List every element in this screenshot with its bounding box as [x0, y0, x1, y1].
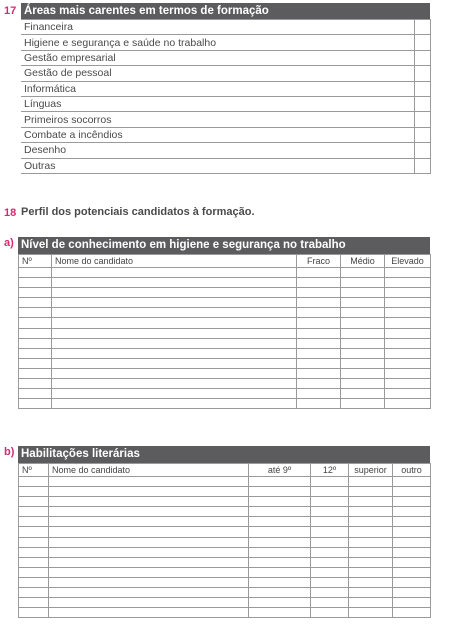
- table-cell[interactable]: [385, 318, 431, 328]
- table-cell[interactable]: [349, 577, 393, 587]
- option-label: Informática: [21, 81, 414, 96]
- table-cell[interactable]: [19, 477, 49, 487]
- table-cell[interactable]: [393, 557, 431, 567]
- table-cell[interactable]: [49, 577, 249, 587]
- table-row: [19, 368, 431, 378]
- section-b-title: Habilitações literárias: [18, 446, 430, 463]
- table-cell[interactable]: [297, 278, 341, 288]
- option-row: [21, 66, 430, 81]
- table-cell[interactable]: [49, 517, 249, 527]
- table-cell[interactable]: [19, 338, 52, 348]
- table-row: [19, 298, 431, 308]
- option-label: Primeiros socorros: [21, 112, 414, 127]
- table-cell[interactable]: [393, 577, 431, 587]
- table-row: [19, 268, 431, 278]
- option-label: Desenho: [21, 143, 414, 158]
- table-cell[interactable]: [297, 389, 341, 399]
- column-header: Nome do candidato: [52, 255, 297, 268]
- table-cell[interactable]: [52, 379, 297, 389]
- table-cell[interactable]: [249, 557, 311, 567]
- table-cell[interactable]: [349, 517, 393, 527]
- table-cell[interactable]: [341, 389, 385, 399]
- table-cell[interactable]: [52, 328, 297, 338]
- section-b-table: [18, 463, 431, 618]
- table-cell[interactable]: [19, 588, 49, 598]
- table-cell[interactable]: [19, 577, 49, 587]
- table-cell[interactable]: [297, 338, 341, 348]
- table-cell[interactable]: [49, 588, 249, 598]
- table-cell[interactable]: [19, 598, 49, 608]
- table-cell[interactable]: [385, 268, 431, 278]
- table-cell[interactable]: [393, 507, 431, 517]
- table-cell[interactable]: [349, 557, 393, 567]
- question-18-title: Perfil dos potenciais candidatos à formação.: [21, 206, 255, 218]
- table-row: [19, 577, 431, 587]
- table-cell[interactable]: [19, 268, 52, 278]
- table-cell[interactable]: [52, 278, 297, 288]
- option-checkbox[interactable]: [414, 96, 430, 111]
- option-checkbox[interactable]: [414, 127, 430, 142]
- column-header: outro: [393, 464, 431, 477]
- table-cell[interactable]: [385, 298, 431, 308]
- table-cell[interactable]: [349, 527, 393, 537]
- table-cell[interactable]: [49, 527, 249, 537]
- question-17-number: 17: [4, 5, 17, 17]
- table-row: [19, 497, 431, 507]
- table-cell[interactable]: [49, 497, 249, 507]
- option-label: Gestão de pessoal: [21, 66, 414, 81]
- table-cell[interactable]: [311, 598, 349, 608]
- table-cell[interactable]: [311, 547, 349, 557]
- table-cell[interactable]: [52, 298, 297, 308]
- question-17-options: [21, 19, 431, 174]
- table-cell[interactable]: [349, 537, 393, 547]
- section-a-letter: a): [4, 237, 14, 249]
- table-cell[interactable]: [297, 348, 341, 358]
- table-cell[interactable]: [49, 477, 249, 487]
- table-cell[interactable]: [19, 298, 52, 308]
- table-cell[interactable]: [311, 527, 349, 537]
- table-cell[interactable]: [297, 298, 341, 308]
- table-cell[interactable]: [19, 358, 52, 368]
- column-header: Nome do candidato: [49, 464, 249, 477]
- option-label: Higiene e segurança e saúde no trabalho: [21, 35, 414, 50]
- table-cell[interactable]: [341, 298, 385, 308]
- table-cell[interactable]: [393, 567, 431, 577]
- table-cell[interactable]: [385, 308, 431, 318]
- table-cell[interactable]: [249, 477, 311, 487]
- option-row: [21, 50, 430, 65]
- table-cell[interactable]: [19, 348, 52, 358]
- option-label: Combate a incêndios: [21, 127, 414, 142]
- column-header: 12º: [311, 464, 349, 477]
- table-cell[interactable]: [249, 577, 311, 587]
- table-cell[interactable]: [19, 547, 49, 557]
- table-cell[interactable]: [341, 318, 385, 328]
- table-cell[interactable]: [385, 278, 431, 288]
- table-row: [19, 588, 431, 598]
- table-cell[interactable]: [19, 379, 52, 389]
- option-label: Financeira: [21, 20, 414, 35]
- table-cell[interactable]: [19, 308, 52, 318]
- table-cell[interactable]: [249, 527, 311, 537]
- table-cell[interactable]: [297, 328, 341, 338]
- table-cell[interactable]: [341, 368, 385, 378]
- option-checkbox[interactable]: [414, 112, 430, 127]
- table-cell[interactable]: [52, 308, 297, 318]
- table-cell[interactable]: [311, 517, 349, 527]
- table-cell[interactable]: [385, 368, 431, 378]
- table-cell[interactable]: [341, 348, 385, 358]
- table-cell[interactable]: [19, 328, 52, 338]
- table-cell[interactable]: [385, 288, 431, 298]
- table-cell[interactable]: [385, 399, 431, 409]
- table-row: [19, 278, 431, 288]
- table-row: [19, 537, 431, 547]
- table-row: [19, 608, 431, 618]
- table-row: [19, 517, 431, 527]
- option-label: Gestão empresarial: [21, 50, 414, 65]
- table-cell[interactable]: [52, 399, 297, 409]
- section-a-title: Nível de conhecimento em higiene e segurança no trabalho: [18, 237, 430, 254]
- table-cell[interactable]: [349, 487, 393, 497]
- table-cell[interactable]: [393, 608, 431, 618]
- table-cell[interactable]: [52, 389, 297, 399]
- table-cell[interactable]: [311, 487, 349, 497]
- option-label: Línguas: [21, 96, 414, 111]
- option-row: [21, 20, 430, 35]
- table-cell[interactable]: [249, 608, 311, 618]
- section-b-letter: b): [4, 446, 15, 458]
- table-cell[interactable]: [349, 477, 393, 487]
- table-cell[interactable]: [393, 527, 431, 537]
- table-row: [19, 348, 431, 358]
- table-cell[interactable]: [297, 308, 341, 318]
- table-cell[interactable]: [52, 358, 297, 368]
- option-checkbox[interactable]: [414, 81, 430, 96]
- option-row: [21, 35, 430, 50]
- option-label: Outras: [21, 158, 414, 173]
- section-a-table: [18, 254, 431, 409]
- table-row: [19, 527, 431, 537]
- table-cell[interactable]: [385, 328, 431, 338]
- table-cell[interactable]: [52, 288, 297, 298]
- table-cell[interactable]: [341, 338, 385, 348]
- table-cell[interactable]: [311, 567, 349, 577]
- table-cell[interactable]: [385, 348, 431, 358]
- table-cell[interactable]: [341, 358, 385, 368]
- table-cell[interactable]: [311, 557, 349, 567]
- table-cell[interactable]: [49, 547, 249, 557]
- table-cell[interactable]: [249, 497, 311, 507]
- table-cell[interactable]: [19, 527, 49, 537]
- table-cell[interactable]: [341, 379, 385, 389]
- table-cell[interactable]: [349, 598, 393, 608]
- table-cell[interactable]: [341, 328, 385, 338]
- table-cell[interactable]: [249, 598, 311, 608]
- column-header: até 9º: [249, 464, 311, 477]
- table-cell[interactable]: [311, 477, 349, 487]
- table-row: [19, 598, 431, 608]
- table-cell[interactable]: [19, 368, 52, 378]
- table-cell[interactable]: [19, 567, 49, 577]
- option-checkbox[interactable]: [414, 158, 430, 173]
- table-cell[interactable]: [49, 537, 249, 547]
- table-cell[interactable]: [393, 588, 431, 598]
- table-cell[interactable]: [249, 517, 311, 527]
- table-cell[interactable]: [19, 537, 49, 547]
- table-cell[interactable]: [297, 318, 341, 328]
- option-row: [21, 158, 430, 173]
- table-cell[interactable]: [393, 497, 431, 507]
- column-header: Nº: [19, 464, 49, 477]
- table-header-row: [19, 255, 431, 268]
- table-cell[interactable]: [311, 608, 349, 618]
- table-cell[interactable]: [297, 368, 341, 378]
- table-row: [19, 358, 431, 368]
- column-header: Elevado: [385, 255, 431, 268]
- table-cell[interactable]: [49, 507, 249, 517]
- table-cell[interactable]: [349, 547, 393, 557]
- table-cell[interactable]: [52, 318, 297, 328]
- table-cell[interactable]: [19, 278, 52, 288]
- option-row: [21, 127, 430, 142]
- table-row: [19, 567, 431, 577]
- table-cell[interactable]: [393, 477, 431, 487]
- table-cell[interactable]: [385, 379, 431, 389]
- option-checkbox[interactable]: [414, 50, 430, 65]
- option-checkbox[interactable]: [414, 35, 430, 50]
- table-row: [19, 547, 431, 557]
- option-row: [21, 96, 430, 111]
- table-cell[interactable]: [341, 278, 385, 288]
- table-row: [19, 318, 431, 328]
- table-row: [19, 308, 431, 318]
- option-checkbox[interactable]: [414, 66, 430, 81]
- table-cell[interactable]: [297, 288, 341, 298]
- table-cell[interactable]: [393, 517, 431, 527]
- table-cell[interactable]: [19, 318, 52, 328]
- table-cell[interactable]: [249, 507, 311, 517]
- table-cell[interactable]: [341, 399, 385, 409]
- table-cell[interactable]: [297, 399, 341, 409]
- table-cell[interactable]: [349, 567, 393, 577]
- column-header: Fraco: [297, 255, 341, 268]
- table-cell[interactable]: [249, 547, 311, 557]
- table-row: [19, 507, 431, 517]
- table-cell[interactable]: [297, 268, 341, 278]
- table-cell[interactable]: [19, 557, 49, 567]
- table-cell[interactable]: [49, 487, 249, 497]
- table-cell[interactable]: [385, 389, 431, 399]
- table-row: [19, 379, 431, 389]
- table-row: [19, 389, 431, 399]
- table-cell[interactable]: [52, 338, 297, 348]
- column-header: Médio: [341, 255, 385, 268]
- table-cell[interactable]: [341, 288, 385, 298]
- table-cell[interactable]: [49, 567, 249, 577]
- table-cell[interactable]: [19, 288, 52, 298]
- table-cell[interactable]: [385, 358, 431, 368]
- table-cell[interactable]: [249, 487, 311, 497]
- question-17-title: Áreas mais carentes em termos de formação: [21, 3, 430, 19]
- table-header-row: [19, 464, 431, 477]
- table-cell[interactable]: [311, 497, 349, 507]
- question-18-number: 18: [4, 207, 17, 219]
- table-cell[interactable]: [19, 389, 52, 399]
- table-cell[interactable]: [311, 507, 349, 517]
- table-cell[interactable]: [341, 308, 385, 318]
- table-cell[interactable]: [311, 588, 349, 598]
- table-cell[interactable]: [297, 358, 341, 368]
- table-row: [19, 338, 431, 348]
- table-cell[interactable]: [19, 517, 49, 527]
- table-cell[interactable]: [385, 338, 431, 348]
- column-header: superior: [349, 464, 393, 477]
- table-cell[interactable]: [49, 608, 249, 618]
- table-row: [19, 288, 431, 298]
- table-cell[interactable]: [349, 507, 393, 517]
- option-checkbox[interactable]: [414, 143, 430, 158]
- table-cell[interactable]: [249, 537, 311, 547]
- table-cell[interactable]: [249, 588, 311, 598]
- table-cell[interactable]: [19, 487, 49, 497]
- table-row: [19, 477, 431, 487]
- table-cell[interactable]: [349, 588, 393, 598]
- table-cell[interactable]: [393, 547, 431, 557]
- column-header: Nº: [19, 255, 52, 268]
- table-cell[interactable]: [311, 537, 349, 547]
- option-row: [21, 81, 430, 96]
- table-cell[interactable]: [349, 497, 393, 507]
- table-cell[interactable]: [393, 598, 431, 608]
- table-row: [19, 487, 431, 497]
- table-cell[interactable]: [49, 557, 249, 567]
- table-cell[interactable]: [341, 268, 385, 278]
- table-cell[interactable]: [249, 567, 311, 577]
- table-row: [19, 328, 431, 338]
- table-cell[interactable]: [52, 368, 297, 378]
- option-row: [21, 112, 430, 127]
- table-cell[interactable]: [19, 497, 49, 507]
- table-cell[interactable]: [311, 577, 349, 587]
- table-row: [19, 399, 431, 409]
- option-checkbox[interactable]: [414, 20, 430, 35]
- table-cell[interactable]: [19, 399, 52, 409]
- option-row: [21, 143, 430, 158]
- table-cell[interactable]: [393, 487, 431, 497]
- table-row: [19, 557, 431, 567]
- table-cell[interactable]: [297, 379, 341, 389]
- table-cell[interactable]: [349, 608, 393, 618]
- table-cell[interactable]: [19, 507, 49, 517]
- table-cell[interactable]: [19, 608, 49, 618]
- table-cell[interactable]: [52, 268, 297, 278]
- table-cell[interactable]: [393, 537, 431, 547]
- table-cell[interactable]: [52, 348, 297, 358]
- table-cell[interactable]: [49, 598, 249, 608]
